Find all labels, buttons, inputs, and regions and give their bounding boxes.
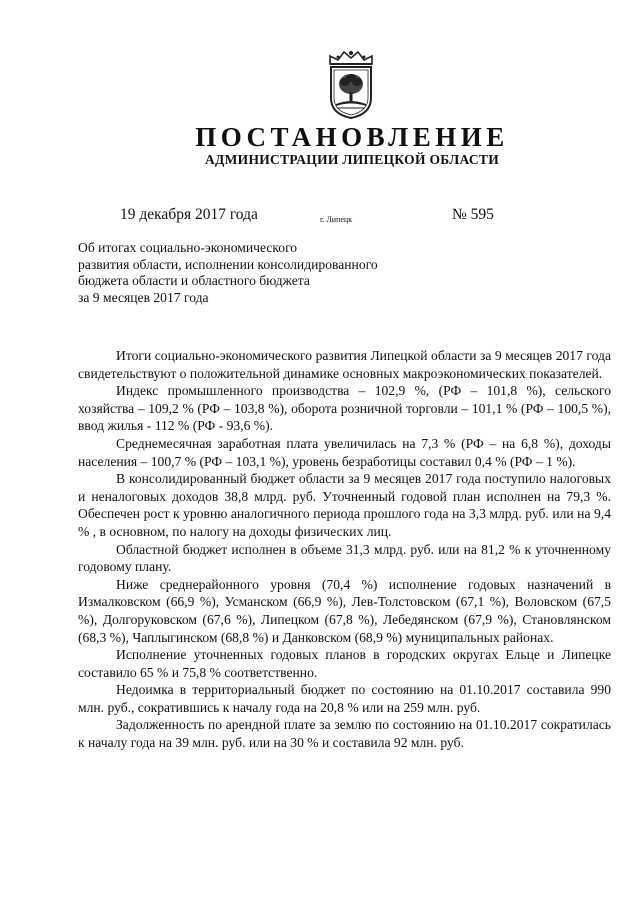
- topic-line: Об итогах социально-экономического: [78, 240, 298, 255]
- document-topic: [78, 240, 378, 306]
- body-paragraph: Ниже среднерайонного уровня (70,4 %) исполнение годовых назначений в Измалковском (66,9 %), Усманском (66,9 %), Лев-Толстовском (67,1 %), Воловском (67,5 %), Долгоруковском (67,6 %), Липецком (67,8 %), Лебедянском (67,9 %), Становлянском (68,3 %), Чаплыгинском (68,8 %) и Данковском (68,9 %) муниципальных районах.: [78, 576, 611, 645]
- body-paragraph: Задолженность по арендной плате за землю по состоянию на 01.10.2017 сократилась к началу года на 39 млн. руб. или на 30 % и составила 92 млн. руб.: [78, 717, 611, 751]
- document-city: г. Липецк: [320, 215, 353, 224]
- document-body: [78, 347, 611, 752]
- topic-line: развития области, исполнении консолидированного: [78, 256, 378, 272]
- body-paragraph: В консолидированный бюджет области за 9 месяцев 2017 года поступило налоговых и неналоговых доходов 38,8 млрд. руб. Уточненный годовой план исполнен на 79,3 %. Обеспечен рост к уровню аналогичного периода прошлого года на 3,3 млрд. руб. или на 9,4 % , в основном, по налогу на доходы физических лиц.: [78, 471, 611, 539]
- document-title: ПОСТАНОВЛЕНИЕ: [195, 122, 509, 152]
- topic-line: бюджета области и областного бюджета: [78, 273, 310, 288]
- body-paragraph: Индекс промышленного производства – 102,9 %, (РФ – 101,8 %), сельского хозяйства – 109,2 % (РФ – 103,8 %), оборота розничной торговли – 101,1 % (РФ – 100,5 %), ввод жилья - 112 % (РФ - 93,6 %).: [78, 383, 611, 434]
- document-subtitle: АДМИНИСТРАЦИИ ЛИПЕЦКОЙ ОБЛАСТИ: [204, 152, 500, 167]
- topic-line: за 9 месяцев 2017 года: [78, 289, 209, 305]
- document-date: 19 декабря 2017 года: [120, 206, 258, 223]
- document-number: № 595: [452, 206, 494, 223]
- body-paragraph: Областной бюджет исполнен в объеме 31,3 млрд. руб. или на 81,2 % к уточненному годовому плану.: [78, 541, 611, 575]
- body-paragraph: Итоги социально-экономического развития Липецкой области за 9 месяцев 2017 года свидетельствуют о положительной динамике основных макроэкономических показателей.: [78, 348, 611, 381]
- body-paragraph: Среднемесячная заработная плата увеличилась на 7,3 % (РФ – на 6,8 %), доходы населения – 100,7 % (РФ – 103,1 %), уровень безработицы составил 0,4 % (РФ – 1 %).: [78, 435, 611, 469]
- coat-of-arms-icon: [322, 48, 380, 120]
- body-paragraph: Недоимка в территориальный бюджет по состоянию на 01.10.2017 составила 990 млн. руб., сократившись к началу года на 20,8 % или на 259 млн. руб.: [78, 682, 611, 715]
- body-paragraph: Исполнение уточненных годовых планов в городских округах Ельце и Липецке составило 65 % и 75,8 % соответственно.: [78, 647, 611, 680]
